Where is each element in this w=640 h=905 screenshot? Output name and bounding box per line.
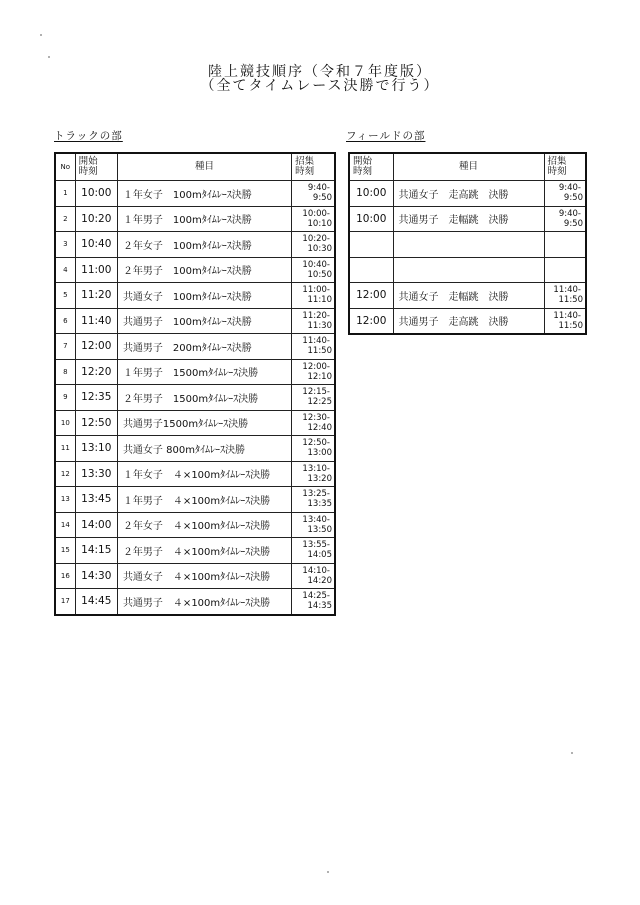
row-number: 11: [55, 436, 75, 462]
call-time: [292, 283, 335, 309]
call-time: [292, 232, 335, 258]
scan-speck: [48, 56, 50, 58]
call-time-to: 13:35: [307, 499, 332, 510]
table-row: [55, 359, 335, 385]
document-subtitle: （全てタイムレース決勝で行う）: [200, 78, 440, 94]
call-time-from: 13:10-: [302, 463, 330, 474]
call-time-to: 14:35: [307, 601, 332, 612]
call-time-from: 10:00-: [302, 208, 330, 219]
event-name: ２年女子 ４×100mﾀｲﾑﾚｰｽ決勝: [117, 512, 291, 538]
call-time-to: 11:50: [307, 346, 332, 357]
row-number: 12: [55, 461, 75, 487]
call-time-from: 12:30-: [302, 412, 330, 423]
event-name: 共通女子 100mﾀｲﾑﾚｰｽ決勝: [117, 283, 291, 309]
call-time: [292, 461, 335, 487]
call-time-from: 14:25-: [302, 591, 330, 602]
start-time: 12:20: [75, 359, 117, 385]
field-section-title: フィールドの部: [346, 130, 426, 142]
field-header-call: 招集 時刻: [544, 153, 586, 181]
event-name: [393, 232, 544, 258]
call-time-to: 11:10: [307, 295, 332, 306]
event-name: １年女子 ４×100mﾀｲﾑﾚｰｽ決勝: [117, 461, 291, 487]
call-time-to: 9:50: [312, 193, 332, 204]
call-time-to: 11:50: [558, 295, 583, 306]
call-time-to: 12:40: [307, 422, 332, 433]
event-name: 共通男子 走高跳 決勝: [393, 308, 544, 334]
scan-speck: [40, 34, 42, 36]
start-time: 10:00: [349, 181, 393, 207]
table-row: [349, 206, 586, 232]
row-number: 7: [55, 334, 75, 360]
call-time: [544, 283, 586, 309]
call-time: [292, 257, 335, 283]
call-time-from: 11:40-: [553, 285, 581, 296]
call-time: [544, 206, 586, 232]
field-header-start: 開始 時刻: [349, 153, 393, 181]
table-row: [55, 334, 335, 360]
scan-speck: [327, 871, 329, 873]
call-time-to: 13:00: [307, 448, 332, 459]
call-time-to: 11:30: [307, 320, 332, 331]
event-name: 共通男子1500mﾀｲﾑﾚｰｽ決勝: [117, 410, 291, 436]
row-number: 10: [55, 410, 75, 436]
row-number: 4: [55, 257, 75, 283]
start-time: 11:00: [75, 257, 117, 283]
row-number: 3: [55, 232, 75, 258]
track-header-no: No: [55, 153, 75, 181]
call-time-to: 12:10: [307, 371, 332, 382]
start-time: 12:00: [349, 283, 393, 309]
event-name: ２年男子 1500mﾀｲﾑﾚｰｽ決勝: [117, 385, 291, 411]
call-time-from: 9:40-: [307, 183, 330, 194]
event-name: 共通男子 ４×100mﾀｲﾑﾚｰｽ決勝: [117, 589, 291, 615]
row-number: 6: [55, 308, 75, 334]
call-time: [292, 181, 335, 207]
start-time: [349, 232, 393, 258]
call-time-from: 13:55-: [302, 540, 330, 551]
row-number: 16: [55, 563, 75, 589]
call-time-from: 10:40-: [302, 259, 330, 270]
row-number: 13: [55, 487, 75, 513]
event-name: ２年男子 ４×100mﾀｲﾑﾚｰｽ決勝: [117, 538, 291, 564]
track-schedule-table: [54, 152, 336, 616]
table-row: [55, 283, 335, 309]
row-number: 17: [55, 589, 75, 615]
row-number: 5: [55, 283, 75, 309]
track-section-title: トラックの部: [54, 130, 123, 142]
call-time: [292, 436, 335, 462]
event-name: 共通女子 800mﾀｲﾑﾚｰｽ決勝: [117, 436, 291, 462]
call-time: [292, 512, 335, 538]
table-row: [55, 512, 335, 538]
table-row: [349, 308, 586, 334]
start-time: 10:00: [349, 206, 393, 232]
start-time: 12:35: [75, 385, 117, 411]
track-header-event: 種目: [117, 153, 291, 181]
call-time-to: 12:25: [307, 397, 332, 408]
call-time-from: 9:40-: [558, 183, 581, 194]
field-schedule-table: [348, 152, 587, 335]
call-time-from: 10:20-: [302, 234, 330, 245]
start-time: 14:00: [75, 512, 117, 538]
table-row: [55, 538, 335, 564]
start-time: 11:20: [75, 283, 117, 309]
event-name: １年女子 100mﾀｲﾑﾚｰｽ決勝: [117, 181, 291, 207]
event-name: 共通男子 走幅跳 決勝: [393, 206, 544, 232]
call-time-to: 14:05: [307, 550, 332, 561]
table-row: [55, 232, 335, 258]
start-time: 10:20: [75, 206, 117, 232]
table-row: [55, 487, 335, 513]
event-name: １年男子 1500mﾀｲﾑﾚｰｽ決勝: [117, 359, 291, 385]
document-title: 陸上競技順序（令和７年度版）: [208, 64, 432, 80]
event-name: 共通女子 ４×100mﾀｲﾑﾚｰｽ決勝: [117, 563, 291, 589]
call-time-to: 10:50: [307, 269, 332, 280]
call-time: [292, 589, 335, 615]
call-time: [544, 308, 586, 334]
call-time-from: 11:40-: [302, 336, 330, 347]
start-time: 14:45: [75, 589, 117, 615]
row-number: 14: [55, 512, 75, 538]
track-header-call: 招集 時刻: [292, 153, 335, 181]
event-name: 共通女子 走高跳 決勝: [393, 181, 544, 207]
start-time: 12:50: [75, 410, 117, 436]
table-row: [349, 283, 586, 309]
scan-speck: [571, 752, 573, 754]
table-row: [55, 385, 335, 411]
call-time: [544, 257, 586, 283]
track-header-row: [55, 153, 335, 181]
call-time: [544, 232, 586, 258]
call-time: [292, 206, 335, 232]
call-time-to: 14:20: [307, 575, 332, 586]
call-time: [292, 487, 335, 513]
row-number: 1: [55, 181, 75, 207]
call-time-to: 13:50: [307, 524, 332, 535]
field-header-row: [349, 153, 586, 181]
call-time: [292, 410, 335, 436]
start-time: 13:10: [75, 436, 117, 462]
call-time-to: 11:50: [558, 320, 583, 331]
call-time: [292, 538, 335, 564]
event-name: [393, 257, 544, 283]
call-time: [292, 563, 335, 589]
call-time-to: 10:30: [307, 244, 332, 255]
call-time: [292, 359, 335, 385]
call-time-to: 10:10: [307, 218, 332, 229]
call-time-from: 11:20-: [302, 310, 330, 321]
start-time: 12:00: [349, 308, 393, 334]
table-row: [55, 461, 335, 487]
start-time: 13:30: [75, 461, 117, 487]
call-time: [292, 385, 335, 411]
row-number: 15: [55, 538, 75, 564]
table-row: [55, 563, 335, 589]
event-name: ２年女子 100mﾀｲﾑﾚｰｽ決勝: [117, 232, 291, 258]
call-time-to: 9:50: [563, 218, 583, 229]
table-row: [55, 257, 335, 283]
table-row: [55, 206, 335, 232]
call-time: [544, 181, 586, 207]
event-name: ２年男子 100mﾀｲﾑﾚｰｽ決勝: [117, 257, 291, 283]
call-time: [292, 334, 335, 360]
start-time: 14:30: [75, 563, 117, 589]
table-row: [349, 181, 586, 207]
table-row: [349, 257, 586, 283]
call-time-to: 9:50: [563, 193, 583, 204]
start-time: 13:45: [75, 487, 117, 513]
call-time-from: 11:00-: [302, 285, 330, 296]
table-row: [55, 181, 335, 207]
start-time: 10:00: [75, 181, 117, 207]
table-row: [349, 232, 586, 258]
event-name: 共通女子 走幅跳 決勝: [393, 283, 544, 309]
field-header-event: 種目: [393, 153, 544, 181]
call-time-from: 12:00-: [302, 361, 330, 372]
call-time-from: 14:10-: [302, 565, 330, 576]
call-time-from: 13:40-: [302, 514, 330, 525]
table-row: [55, 589, 335, 615]
row-number: 8: [55, 359, 75, 385]
call-time-from: 12:15-: [302, 387, 330, 398]
call-time-from: 13:25-: [302, 489, 330, 500]
row-number: 2: [55, 206, 75, 232]
call-time: [292, 308, 335, 334]
track-header-start: 開始 時刻: [75, 153, 117, 181]
call-time-from: 11:40-: [553, 310, 581, 321]
event-name: １年男子 100mﾀｲﾑﾚｰｽ決勝: [117, 206, 291, 232]
start-time: 10:40: [75, 232, 117, 258]
row-number: 9: [55, 385, 75, 411]
table-row: [55, 410, 335, 436]
event-name: 共通男子 200mﾀｲﾑﾚｰｽ決勝: [117, 334, 291, 360]
event-name: 共通男子 100mﾀｲﾑﾚｰｽ決勝: [117, 308, 291, 334]
call-time-to: 13:20: [307, 473, 332, 484]
start-time: [349, 257, 393, 283]
table-row: [55, 308, 335, 334]
call-time-from: 12:50-: [302, 438, 330, 449]
start-time: 12:00: [75, 334, 117, 360]
call-time-from: 9:40-: [558, 208, 581, 219]
start-time: 14:15: [75, 538, 117, 564]
table-row: [55, 436, 335, 462]
event-name: １年男子 ４×100mﾀｲﾑﾚｰｽ決勝: [117, 487, 291, 513]
start-time: 11:40: [75, 308, 117, 334]
